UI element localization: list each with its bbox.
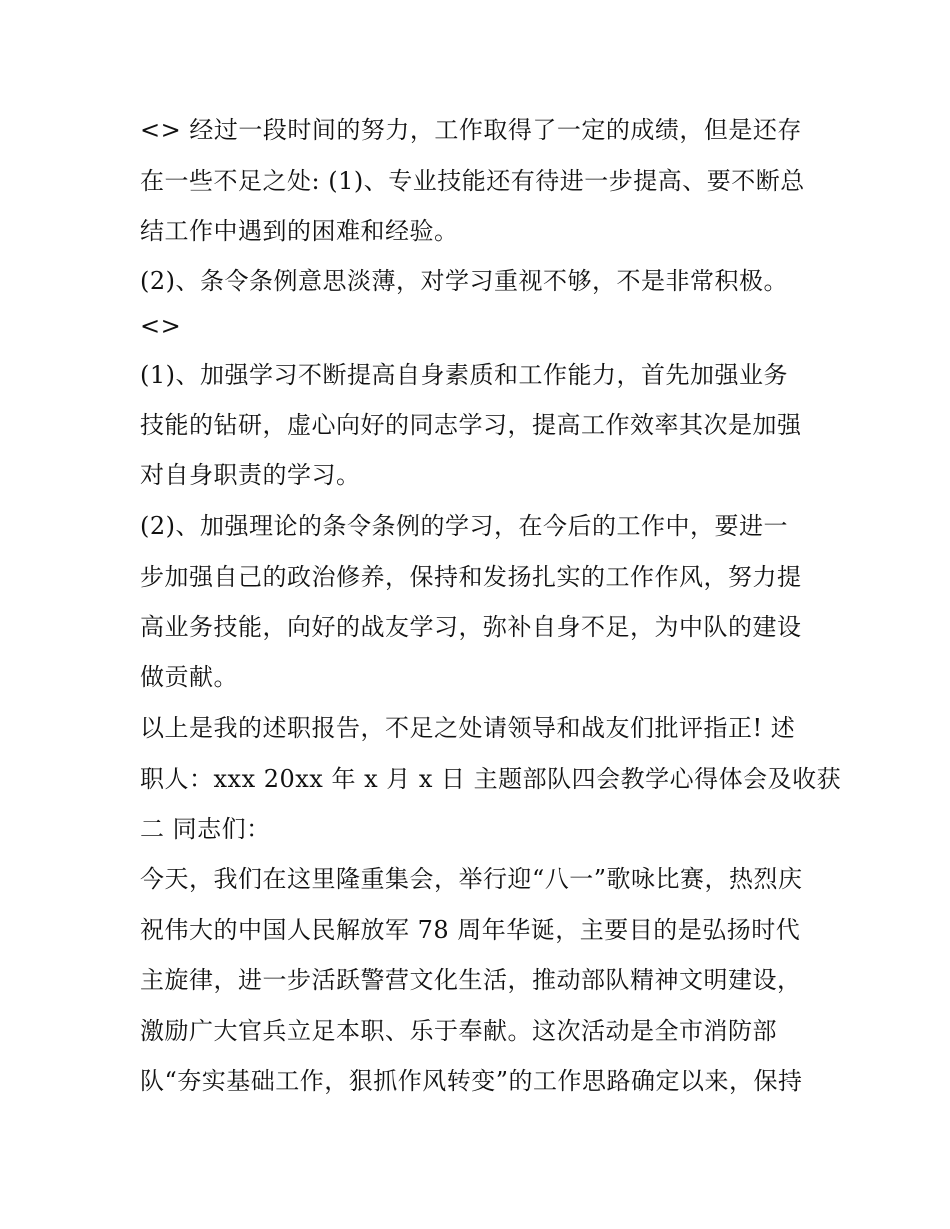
text-line-4: (2)、条令条例意思淡薄，对学习重视不够，不是非常积极。 [140,267,788,295]
text-line-18: 主旋律，进一步活跃警营文化生活，推动部队精神文明建设， [140,966,802,994]
text-line-13: 以上是我的述职报告，不足之处请领导和战友们批评指正! 述 [140,714,796,742]
text-line-20: 队“夯实基础工作，狠抓作风转变”的工作思路确定以来，保持 [140,1067,803,1095]
text-line-2: 在一些不足之处: (1)、专业技能还有待进一步提高、要不断总 [140,167,805,195]
text-line-15: 二 同志们： [140,815,271,843]
text-line-11: 高业务技能，向好的战友学习，弥补自身不足，为中队的建设 [140,613,802,641]
text-line-9: (2)、加强理论的条令条例的学习，在今后的工作中，要进一 [140,512,788,540]
text-line-17: 祝伟大的中国人民解放军 78 周年华诞，主要目的是弘扬时代 [140,916,801,944]
text-line-5: <> [140,312,182,340]
text-line-6: (1)、加强学习不断提高自身素质和工作能力，首先加强业务 [140,361,788,389]
text-line-16: 今天，我们在这里隆重集会，举行迎“八一”歌咏比赛，热烈庆 [140,865,803,893]
text-line-8: 对自身职责的学习。 [140,461,361,489]
text-line-1: <> 经过一段时间的努力，工作取得了一定的成绩，但是还存 [140,116,802,144]
text-line-19: 激励广大官兵立足本职、乐于奉献。这次活动是全市消防部 [140,1017,777,1045]
text-line-10: 步加强自己的政治修养，保持和发扬扎实的工作作风，努力提 [140,563,802,591]
text-line-3: 结工作中遇到的困难和经验。 [140,217,459,245]
text-line-14: 职人：xxx 20xx 年 x 月 x 日 主题部队四会教学心得体会及收获 [140,765,842,793]
text-line-12: 做贡献。 [140,663,238,691]
text-line-7: 技能的钻研，虚心向好的同志学习，提高工作效率其次是加强 [140,411,802,439]
